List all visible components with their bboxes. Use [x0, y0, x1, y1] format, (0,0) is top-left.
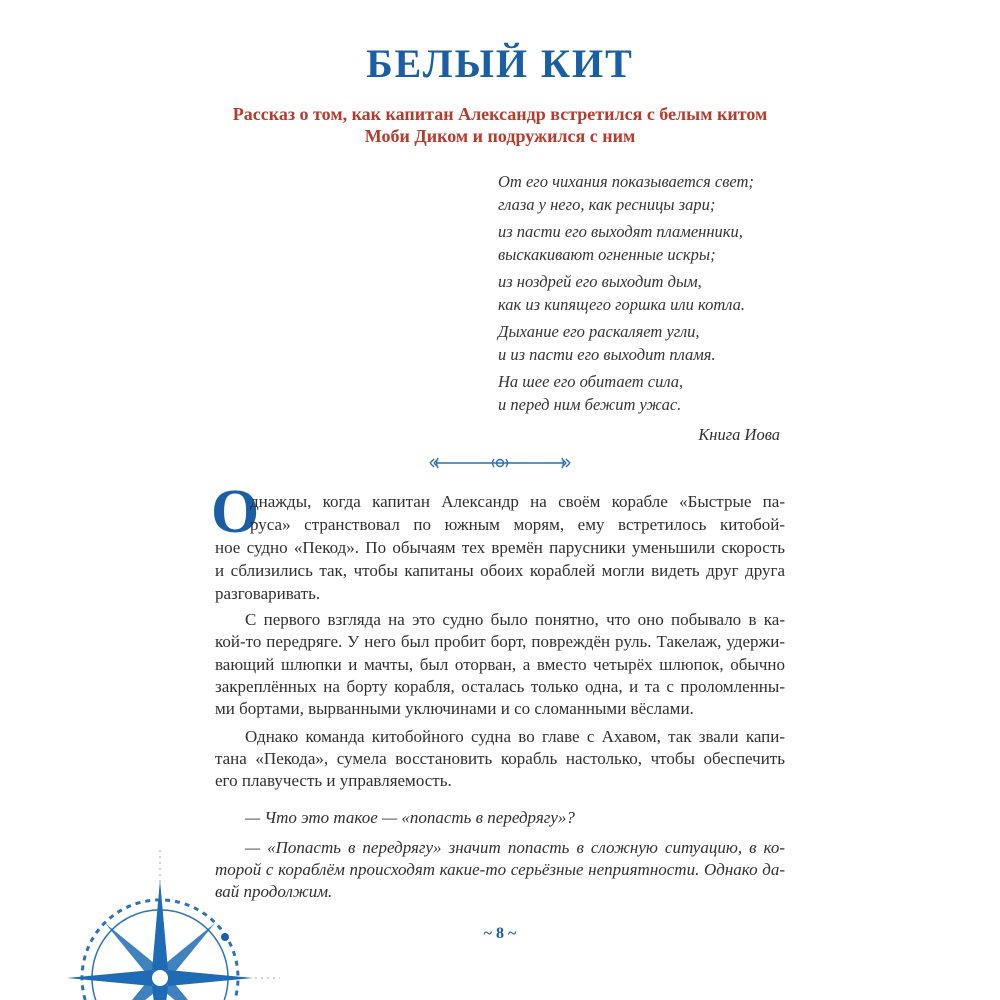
paragraph-line: вающий шлюпки и мачты, был оторван, а вместо четырёх шлюпок, обычно: [215, 655, 785, 674]
epigraph-line: из пасти его выходят пламенники,: [498, 222, 743, 241]
paragraph-line: и сблизились так, чтобы капитаны обоих кораблей могли видеть друг друга: [215, 561, 785, 580]
paragraph-line: Однако команда китобойного судна во главе с Ахавом, так звали капи-: [245, 727, 785, 746]
epigraph-line: От его чихания показывается свет;: [498, 172, 754, 191]
epigraph-line: как из кипящего горшка или котла.: [498, 295, 746, 314]
paragraph-line: закреплённых на борту корабля, осталась только одна, и та с проломленны-: [215, 677, 785, 696]
page-number: ~ 8 ~: [483, 925, 517, 942]
paragraph-line: днажды, когда капитан Александр на своём корабле «Быстрые па-: [250, 492, 785, 511]
dialogue-line: — «Попасть в передрягу» значит попасть в сложную ситуацию, в ко-: [245, 838, 785, 857]
epigraph-line: Дыхание его раскаляет угли,: [498, 322, 700, 341]
drop-cap: О: [211, 478, 260, 546]
paragraph-line: С первого взгляда на это судно было понятно, что оно побывало в ка-: [245, 610, 785, 629]
paragraph-line: ное судно «Пекод». По обычаям тех времён парусники уменьшили скорость: [215, 538, 785, 557]
epigraph-line: из ноздрей его выходит дым,: [498, 272, 702, 291]
chapter-title: БЕЛЫЙ КИТ: [366, 41, 634, 86]
dialogue-line: торой с кораблём происходят какие-то серьёзные неприятности. Однако да-: [215, 860, 785, 879]
epigraph-source: Книга Иова: [698, 425, 780, 444]
paragraph-line: его плавучесть и управляемость.: [215, 771, 452, 790]
paragraph-line: разговаривать.: [215, 584, 321, 603]
epigraph-line: глаза у него, как ресницы зари;: [498, 195, 716, 214]
paragraph-line: руса» странствовал по южным морям, ему встретилось китобой-: [250, 515, 785, 534]
ornament-divider: [428, 456, 572, 470]
paragraph-line: ми бортами, вырванными уключинами и со сломанными вёслами.: [215, 699, 694, 718]
compass-rose-icon: [60, 850, 280, 1000]
paragraph-line: тана «Пекода», сумела восстановить корабль настолько, чтобы обеспечить: [215, 749, 785, 768]
chapter-subtitle-line: Моби Диком и подружился с ним: [364, 126, 636, 146]
epigraph-line: На шее его обитает сила,: [498, 372, 684, 391]
dialogue-line: вай продолжим.: [215, 882, 333, 901]
dialogue-line: — Что это такое — «попасть в передрягу»?: [245, 808, 575, 827]
epigraph-line: выскакивают огненные искры;: [498, 245, 716, 264]
paragraph-line: кой-то передряге. У него был пробит борт, повреждён руль. Такелаж, удержи-: [215, 632, 785, 651]
chapter-subtitle-line: Рассказ о том, как капитан Александр встретился с белым китом: [232, 104, 768, 124]
epigraph-line: и из пасти его выходит пламя.: [498, 345, 716, 364]
epigraph-line: и перед ним бежит ужас.: [498, 395, 682, 414]
